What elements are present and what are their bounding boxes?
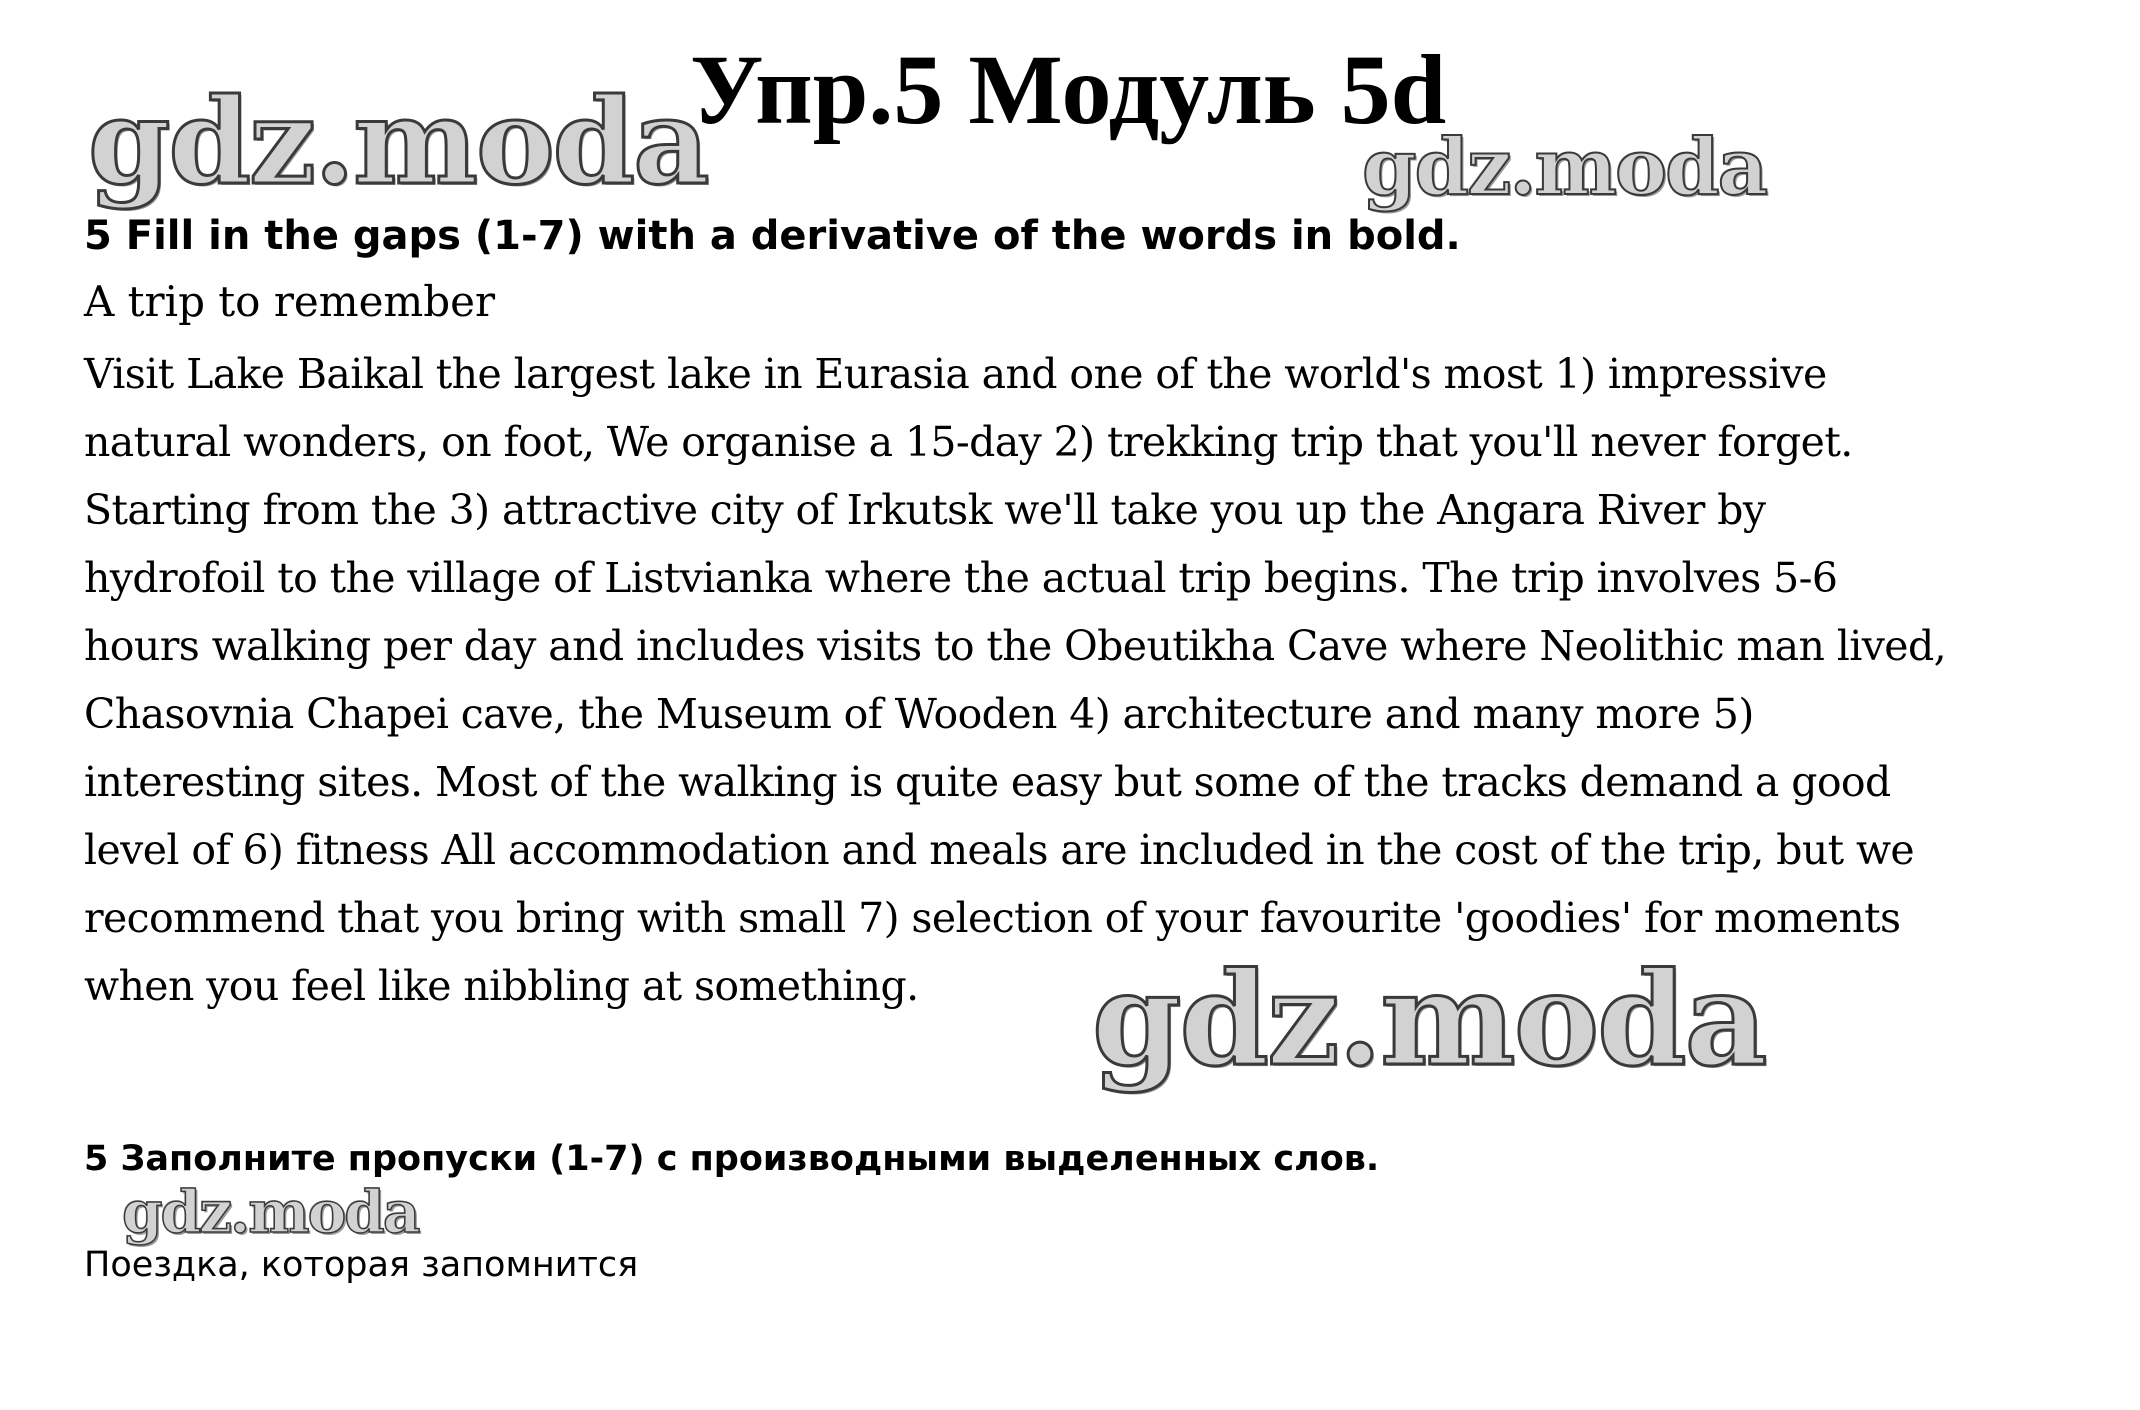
text-line: interesting sites. Most of the walking is quite easy but some of the tracks demand a good <box>84 758 1891 806</box>
watermark: gdz.moda <box>122 1178 419 1246</box>
text-line: hydrofoil to the village of Listvianka where the actual trip begins. The trip involves 5-6 <box>84 554 1838 602</box>
text-line: Starting from the 3) attractive city of Irkutsk we'll take you up the Angara River by <box>84 486 1766 534</box>
page-title: Упр.5 Модуль 5d <box>690 34 1447 145</box>
text-line: Visit Lake Baikal the largest lake in Eurasia and one of the world's most 1) impressive <box>84 350 1827 398</box>
task-heading: 5 Fill in the gaps (1-7) with a derivative of the words in bold. <box>84 213 1461 259</box>
text-title: A trip to remember <box>84 277 496 326</box>
exercise-text <box>84 340 2094 1020</box>
watermark: gdz.moda <box>88 72 708 211</box>
watermark: gdz.moda <box>1092 945 1766 1095</box>
ru-text-title: Поездка, которая запомнится <box>84 1245 639 1285</box>
ru-task-heading: 5 Заполните пропуски (1-7) с производными выделенных слов. <box>84 1139 1380 1179</box>
text-line: hours walking per day and includes visits to the Obeutikha Cave where Neolithic man lived, <box>84 622 1947 670</box>
text-line: recommend that you bring with small 7) selection of your favourite 'goodies' for moments <box>84 894 1901 942</box>
watermark: gdz.moda <box>1362 122 1767 213</box>
text-line: Chasovnia Chapei cave, the Museum of Wooden 4) architecture and many more 5) <box>84 690 1754 738</box>
text-line: level of 6) fitness All accommodation and meals are included in the cost of the trip, but we <box>84 826 1915 874</box>
text-line: when you feel like nibbling at something. <box>84 962 919 1010</box>
text-line: natural wonders, on foot, We organise a 15-day 2) trekking trip that you'll never forget. <box>84 418 1853 466</box>
